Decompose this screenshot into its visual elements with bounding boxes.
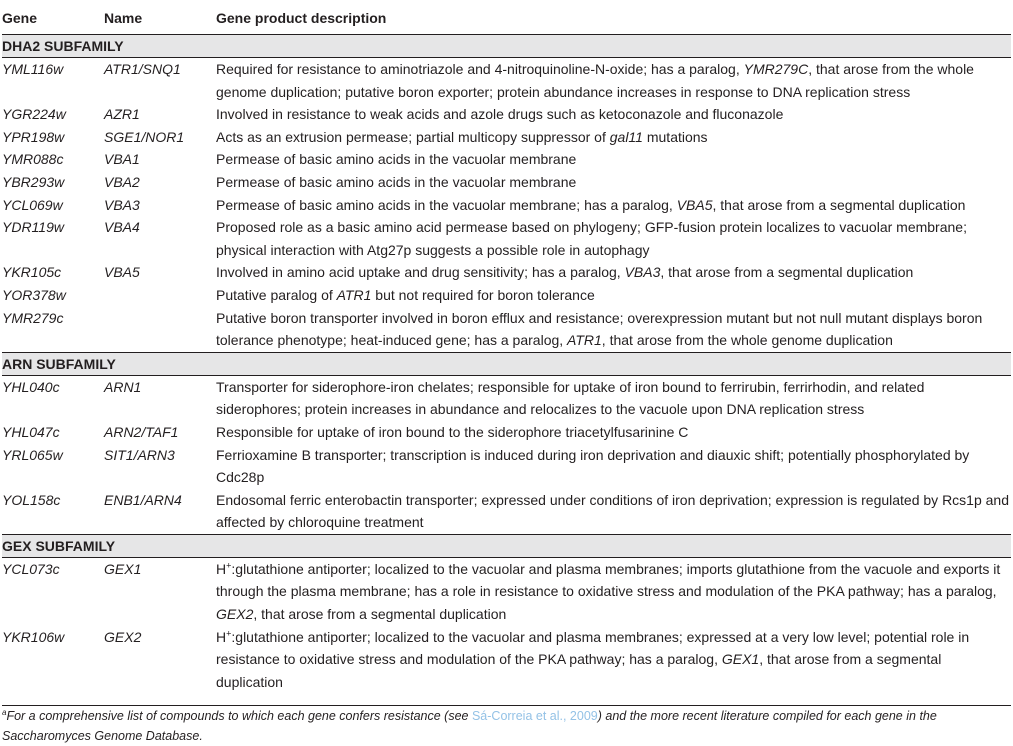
gene-cell: YDR119w — [2, 219, 64, 236]
name-cell: SIT1/ARN3 — [104, 446, 175, 463]
footnote — [2, 703, 1012, 746]
description-cell — [216, 103, 1011, 126]
subfamily-title: ARN SUBFAMILY — [2, 355, 116, 372]
gene-cell: YMR088c — [2, 151, 64, 168]
description-segment: Responsible for uptake of iron bound to the siderophore triacetylfusarinine C — [216, 423, 689, 440]
table-row — [2, 194, 1011, 217]
name-cell: ATR1/SNQ1 — [104, 61, 181, 77]
name-cell: VBA2 — [104, 173, 140, 190]
name-cell — [104, 284, 216, 307]
subfamily-title: DHA2 SUBFAMILY — [2, 38, 124, 54]
description-cell — [216, 58, 1011, 104]
table-row — [2, 171, 1011, 194]
footnote-text-before: For a comprehensive list of compounds to which each gene confers resistance (see — [6, 709, 472, 723]
table-row — [2, 557, 1011, 625]
description-segment: , that arose from the whole genome duplication — [601, 332, 893, 349]
gene-cell: YKR105c — [2, 264, 62, 281]
description-segment: :glutathione antiporter; localized to the vacuolar and plasma membranes; expressed at a very low level; potential role in resistance to oxidative stress and modulation of the PKA pathway; has a paralog, — [216, 628, 970, 668]
description-segment: Proposed role as a basic amino acid permease based on phylogeny; GFP-fusion protein localizes to vacuolar membrane; physical interaction with Atg27p suggests a possible role in autophagy — [216, 219, 967, 258]
description-segment: Putative paralog of — [216, 286, 337, 303]
gene-cell: YBR293w — [2, 173, 65, 190]
description-segment: Ferrioxamine B transporter; transcription is induced during iron deprivation and diauxic shift; potentially phosphorylated by Cdc28p — [216, 446, 970, 486]
name-cell: VBA4 — [104, 219, 140, 236]
gene-cell: YGR224w — [2, 106, 66, 123]
subfamily-header — [2, 352, 1011, 375]
gene-cell: YKR106w — [2, 628, 65, 645]
description-cell — [216, 626, 1011, 694]
description-segment: Permease of basic amino acids in the vacuolar membrane — [216, 151, 577, 168]
table-row — [2, 489, 1011, 535]
description-segment: ATR1 — [567, 332, 602, 349]
table-row — [2, 626, 1011, 694]
description-cell — [216, 444, 1011, 489]
description-cell — [216, 261, 1011, 284]
description-cell — [216, 194, 1011, 217]
description-segment: GEX1 — [721, 651, 760, 668]
description-cell — [216, 421, 1011, 444]
gene-cell: YOL158c — [2, 491, 61, 508]
description-segment: :glutathione antiporter; localized to the vacuolar and plasma membranes; imports glutathione from the vacuole and exports it through the plasma membrane; has a role in resistance to oxidative stress and modulation of the PKA pathway; has a paralog, — [216, 560, 1001, 600]
description-segment: H — [216, 560, 227, 577]
gene-cell: YOR378w — [2, 286, 66, 303]
table-row — [2, 58, 1011, 104]
name-cell: VBA1 — [104, 151, 140, 168]
description-segment: , that arose from a segmental duplication — [660, 264, 914, 281]
gene-cell: YCL069w — [2, 196, 63, 213]
description-segment: Permease of basic amino acids in the vacuolar membrane — [216, 173, 577, 190]
description-segment: VBA3 — [624, 264, 661, 281]
gene-cell: YPR198w — [2, 128, 65, 145]
gene-table — [2, 2, 1011, 706]
description-cell — [216, 284, 1011, 307]
description-segment: , that arose from a segmental duplication — [216, 651, 942, 690]
table-row — [2, 421, 1011, 444]
table-row — [2, 444, 1011, 489]
name-cell: VBA3 — [104, 196, 140, 213]
description-segment: + — [226, 628, 232, 638]
table-row — [2, 284, 1011, 307]
header-name: Name — [104, 2, 216, 35]
table-row — [2, 261, 1011, 284]
description-segment: Acts as an extrusion permease; partial multicopy suppressor of — [216, 128, 610, 145]
table-row — [2, 216, 1011, 261]
description-segment: gal11 — [609, 128, 643, 145]
description-segment: Permease of basic amino acids in the vacuolar membrane; has a paralog, — [216, 196, 677, 213]
subfamily-header — [2, 35, 1011, 58]
gene-cell: YHL040c — [2, 378, 60, 395]
description-cell — [216, 489, 1011, 535]
description-segment: Endosomal ferric enterobactin transporter; expressed under conditions of iron deprivation; expression is regulated by Rcs1p and affected by chloroquine treatment — [216, 491, 1009, 531]
description-segment: H — [216, 628, 227, 645]
description-segment: , that arose from the whole genome duplication; putative boron exporter; protein abundance increases in response to DNA replication stress — [216, 61, 974, 100]
description-cell — [216, 171, 1011, 194]
description-cell — [216, 307, 1011, 353]
name-cell: ARN1 — [104, 378, 142, 395]
description-segment: Involved in amino acid uptake and drug sensitivity; has a paralog, — [216, 264, 625, 281]
description-segment: , that arose from a segmental duplication — [253, 606, 507, 623]
header-description: Gene product description — [216, 2, 1011, 35]
gene-cell: YMR279c — [2, 309, 64, 326]
table-row — [2, 103, 1011, 126]
table-row — [2, 148, 1011, 171]
description-segment: GEX2 — [216, 606, 254, 623]
description-cell — [216, 148, 1011, 171]
description-segment: Involved in resistance to weak acids and azole drugs such as ketoconazole and fluconazole — [216, 106, 784, 123]
name-cell: GEX1 — [104, 560, 142, 577]
name-cell: AZR1 — [104, 106, 140, 123]
name-cell: ARN2/TAF1 — [104, 423, 179, 440]
name-cell — [104, 307, 216, 353]
subfamily-header — [2, 534, 1011, 557]
header-gene: Gene — [2, 2, 104, 35]
gene-cell: YHL047c — [2, 423, 60, 440]
description-cell — [216, 375, 1011, 421]
description-segment: ATR1 — [336, 286, 372, 303]
name-cell: GEX2 — [104, 628, 142, 645]
table-row — [2, 126, 1011, 149]
name-cell: SGE1/NOR1 — [104, 128, 185, 145]
description-segment: but not required for boron tolerance — [371, 286, 595, 303]
description-segment: Putative boron transporter involved in boron efflux and resistance; overexpression mutant but not null mutant displays boron tolerance phenotype; heat-induced gene; has a paralog, — [216, 309, 983, 349]
footnote-reference-link[interactable]: Sá-Correia et al., 2009 — [471, 709, 598, 723]
table-row — [2, 375, 1011, 421]
gene-cell: YML116w — [2, 61, 64, 77]
description-segment: Transporter for siderophore-iron chelates; responsible for uptake of iron bound to ferrirubin, ferrirhodin, and related siderophores; protein increases in abundance and relocalizes to the vacuole upon DNA replication stress — [216, 378, 925, 418]
description-cell — [216, 216, 1011, 261]
gene-cell: YRL065w — [2, 446, 63, 463]
description-segment: + — [226, 560, 232, 571]
header-row — [2, 2, 1011, 35]
description-segment: , that arose from a segmental duplication — [712, 196, 966, 213]
description-segment: mutations — [642, 128, 708, 145]
footnote-text-after: ) and the more recent literature compiled for each gene in the Saccharomyces Genome Database. — [2, 709, 937, 743]
description-segment: VBA5 — [676, 196, 713, 213]
table-body — [2, 35, 1011, 707]
footnote-marker: a — [2, 708, 7, 717]
table-row — [2, 307, 1011, 353]
subfamily-title: GEX SUBFAMILY — [2, 537, 116, 554]
description-segment: Required for resistance to aminotriazole and 4-nitroquinoline-N-oxide; has a paralog, — [216, 61, 744, 77]
name-cell: VBA5 — [104, 264, 140, 281]
description-cell — [216, 557, 1011, 625]
description-segment: YMR279C — [743, 61, 809, 77]
gene-cell: YCL073c — [2, 560, 60, 577]
name-cell: ENB1/ARN4 — [104, 491, 182, 508]
description-cell — [216, 126, 1011, 149]
